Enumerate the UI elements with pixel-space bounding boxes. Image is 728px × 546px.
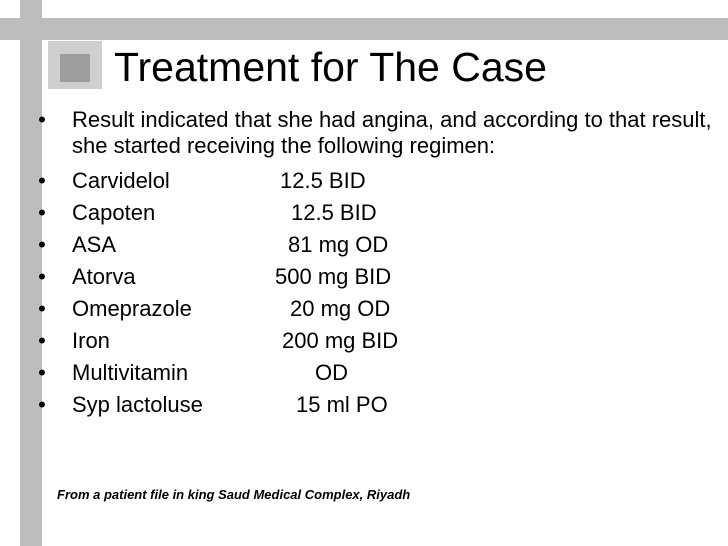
medication-name: Omeprazole: [72, 296, 192, 321]
bullet-marker: •: [38, 296, 46, 321]
slide-title: Treatment for The Case: [114, 44, 547, 90]
medication-name: Carvidelol: [72, 168, 170, 193]
bullet-marker: •: [38, 360, 46, 385]
medication-item: [32, 357, 722, 389]
medication-dose: OD: [315, 360, 348, 385]
decorative-square-dark: [60, 54, 90, 82]
source-footnote: From a patient file in king Saud Medical Complex, Riyadh: [57, 487, 411, 502]
medication-dose: 200 mg BID: [282, 328, 399, 353]
medication-item: [32, 165, 722, 197]
bullet-marker: •: [38, 200, 46, 225]
medication-item: [32, 293, 722, 325]
bullet-marker: •: [38, 107, 46, 132]
medication-item: [32, 389, 722, 421]
decorative-horizontal-bar: [0, 18, 728, 40]
medication-dose: 20 mg OD: [290, 296, 391, 321]
medication-dose: 12.5 BID: [280, 168, 366, 193]
medication-dose: 500 mg BID: [275, 264, 392, 289]
medication-dose: 15 ml PO: [296, 392, 388, 417]
medication-dose: 81 mg OD: [288, 232, 389, 257]
bullet-marker: •: [38, 168, 46, 193]
medication-dose: 12.5 BID: [291, 200, 377, 225]
intro-bullet: [32, 107, 722, 165]
bullet-list: [32, 107, 722, 421]
medication-item: [32, 229, 722, 261]
bullet-marker: •: [38, 232, 46, 257]
intro-text: Result indicated that she had angina, and according to that result, she started receiving the following regimen:: [72, 107, 712, 158]
medication-name: Iron: [72, 328, 110, 353]
medication-name: Atorva: [72, 264, 136, 289]
medication-name: Multivitamin: [72, 360, 189, 385]
medication-name: Capoten: [72, 200, 156, 225]
bullet-marker: •: [38, 392, 46, 417]
bullet-marker: •: [38, 328, 46, 353]
medication-item: [32, 197, 722, 229]
medication-item: [32, 325, 722, 357]
medication-item: [32, 261, 722, 293]
bullet-marker: •: [38, 264, 46, 289]
medication-name: ASA: [72, 232, 117, 257]
medication-name: Syp lactoluse: [72, 392, 203, 417]
